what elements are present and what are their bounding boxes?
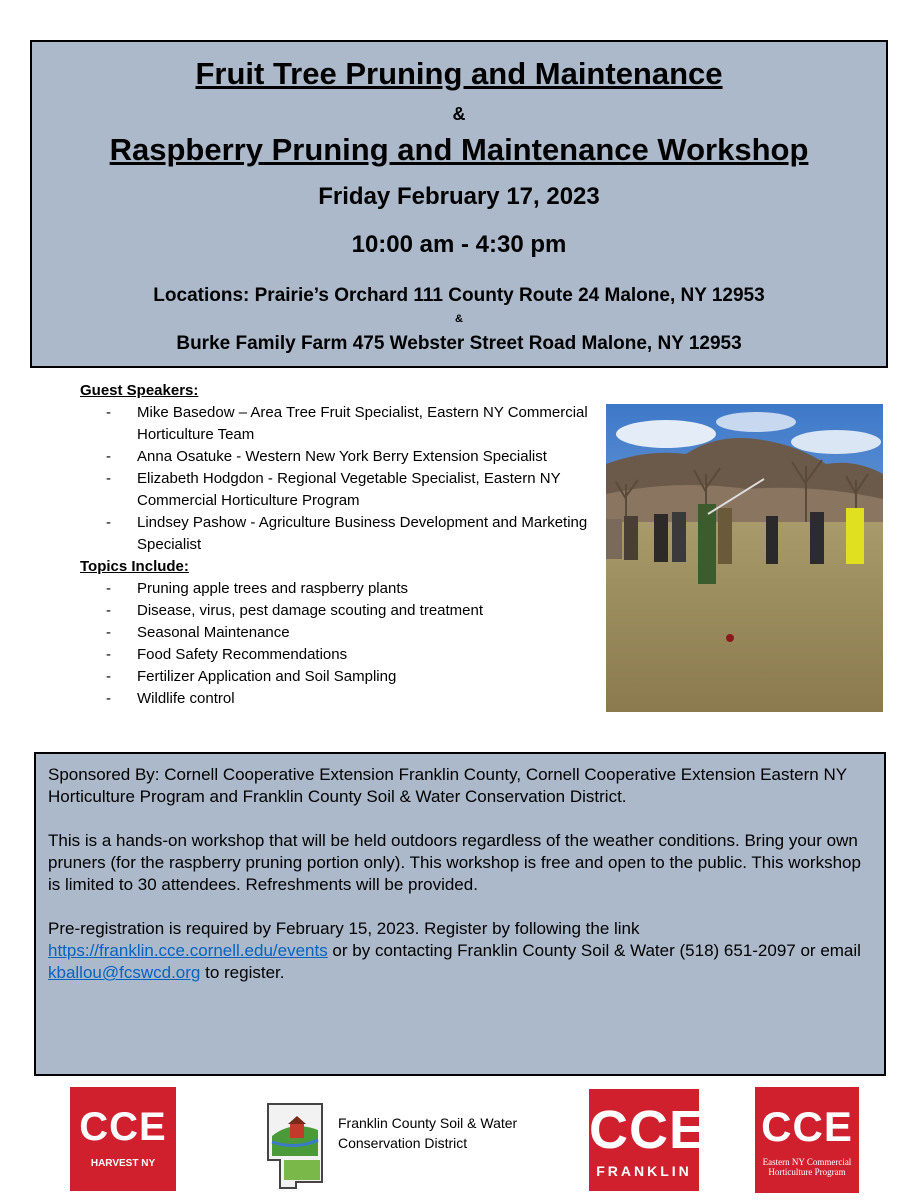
- workshop-info-box: [34, 752, 886, 1076]
- list-item: - Lindsey Pashow - Agriculture Business Development and Marketing Specialist: [80, 512, 600, 556]
- franklin-logo-cce: CCE: [589, 1100, 707, 1160]
- eastern-logo-cce: CCE: [761, 1103, 853, 1150]
- topics-list: [80, 578, 600, 710]
- speakers-heading: Guest Speakers:: [80, 382, 199, 399]
- event-header: [30, 40, 888, 368]
- list-item: - Mike Basedow – Area Tree Fruit Specialist, Eastern NY Commercial Horticulture Team: [80, 402, 600, 446]
- list-item: - Food Safety Recommendations: [80, 644, 600, 666]
- registration-suffix: to register.: [200, 963, 285, 982]
- event-title-raspberry: Raspberry Pruning and Maintenance Workshop: [109, 132, 809, 167]
- event-date: Friday February 17, 2023: [318, 183, 600, 210]
- list-item: - Wildlife control: [80, 688, 600, 710]
- workshop-details-text: This is a hands-on workshop that will be held outdoors regardless of the weather conditions. Bring your own pruners (for the raspberry pruning portion only). This workshop is free and open to the public. This workshop is limited to 30 attendees. Refreshments will be provided.: [48, 831, 861, 894]
- location-burke-farm: Burke Family Farm 475 Webster Street Road Malone, NY 12953: [176, 333, 742, 354]
- orchard-workshop-photo: [606, 404, 883, 712]
- cce-harvest-ny-logo: [70, 1087, 176, 1191]
- cce-eastern-ny-logo: [755, 1087, 859, 1193]
- list-item: - Disease, virus, pest damage scouting and treatment: [80, 600, 600, 622]
- list-item: - Seasonal Maintenance: [80, 622, 600, 644]
- swcd-name-line2: Conservation District: [338, 1135, 468, 1151]
- title-ampersand: &: [452, 104, 466, 124]
- list-item: - Fertilizer Application and Soil Sampling: [80, 666, 600, 688]
- eastern-logo-label-1: Eastern NY Commercial: [762, 1157, 852, 1167]
- registration-middle: or by contacting Franklin County Soil & Water (518) 651-2097 or email: [327, 941, 861, 960]
- location-prairies-orchard: Locations: Prairie’s Orchard 111 County Route 24 Malone, NY 12953: [153, 285, 765, 306]
- list-item: - Pruning apple trees and raspberry plants: [80, 578, 600, 600]
- eastern-logo-label-2: Horticulture Program: [768, 1167, 846, 1177]
- events-link[interactable]: https://franklin.cce.cornell.edu/events: [48, 941, 328, 960]
- swcd-name: [338, 1113, 517, 1153]
- topics-heading: Topics Include:: [80, 558, 189, 575]
- registration-text: [48, 918, 870, 984]
- list-item: - Elizabeth Hodgdon - Regional Vegetable Specialist, Eastern NY Commercial Horticulture Program: [80, 468, 600, 512]
- franklin-county-map-icon: [262, 1100, 332, 1190]
- list-item: - Anna Osatuke - Western New York Berry Extension Specialist: [80, 446, 600, 468]
- speakers-topics-section: [80, 380, 600, 710]
- harvest-logo-label: HARVEST NY: [90, 1158, 156, 1169]
- harvest-logo-cce: CCE: [79, 1105, 167, 1149]
- registration-prefix: Pre-registration is required by February 15, 2023. Register by following the link: [48, 919, 640, 938]
- swcd-name-line1: Franklin County Soil & Water: [338, 1115, 518, 1131]
- email-link[interactable]: kballou@fcswcd.org: [48, 963, 201, 982]
- franklin-logo-label: FRANKLIN: [596, 1163, 692, 1179]
- event-time: 10:00 am - 4:30 pm: [351, 231, 567, 258]
- location-ampersand: &: [455, 313, 463, 325]
- sponsors-text: Sponsored By: Cornell Cooperative Extension Franklin County, Cornell Cooperative Extension Eastern NY Horticulture Program and Franklin County Soil & Water Conservation District.: [48, 765, 847, 806]
- speakers-list: [80, 402, 600, 556]
- cce-franklin-logo: [589, 1089, 707, 1191]
- event-title-fruit-tree: Fruit Tree Pruning and Maintenance: [195, 56, 723, 91]
